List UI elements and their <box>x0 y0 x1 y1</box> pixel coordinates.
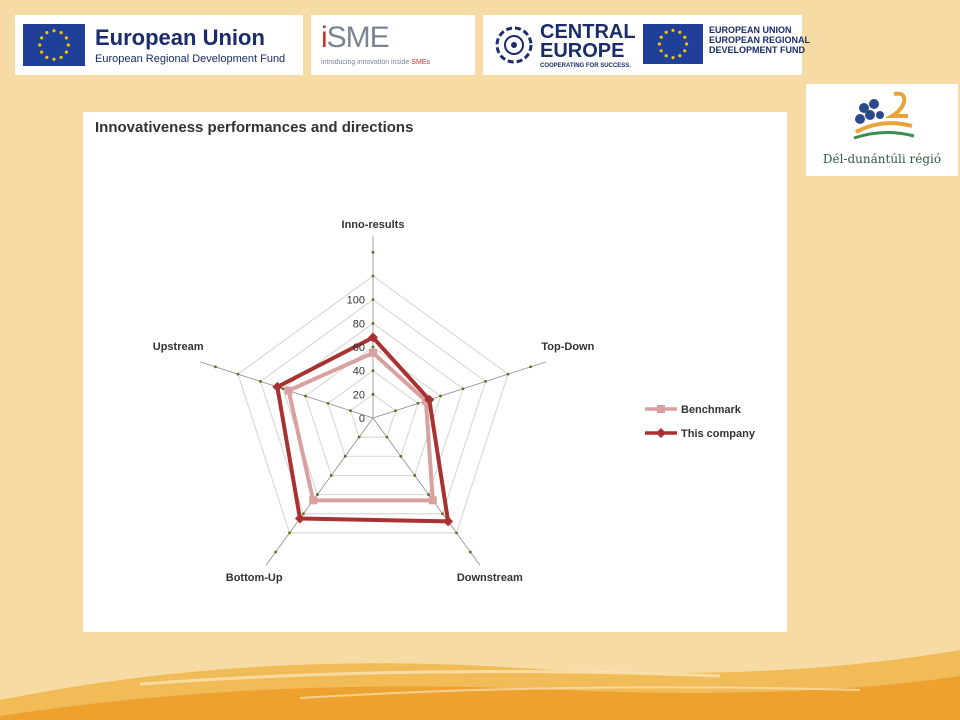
eu-star-icon <box>671 29 674 32</box>
eu-star-icon <box>660 36 663 39</box>
axis-tick-mark <box>330 474 333 477</box>
axis-tick-mark <box>372 275 375 278</box>
legend-label: Benchmark <box>681 404 741 416</box>
axis-tick-mark <box>427 493 430 496</box>
axis-tick-mark <box>274 551 277 554</box>
axis-tick-mark <box>372 322 375 325</box>
axis-tick-mark <box>372 251 375 254</box>
radial-tick-label: 60 <box>352 342 365 354</box>
eu-logo-title: European Union <box>95 25 265 50</box>
axis-tick-mark <box>417 402 420 405</box>
axis-tick-mark <box>462 387 465 390</box>
eu-star-icon <box>67 43 70 46</box>
axis-tick-mark <box>302 512 305 515</box>
axis-tick-mark <box>439 395 442 398</box>
axis-tick-mark <box>455 531 458 534</box>
eu-star-icon <box>683 49 686 52</box>
chart-panel <box>83 112 787 632</box>
axis-tick-mark <box>507 373 510 376</box>
axis-tick-mark <box>349 409 352 412</box>
central-europe-globe-icon <box>491 23 537 67</box>
region-name: Dél-dunántúli régió <box>822 152 942 166</box>
axis-tick-mark <box>316 493 319 496</box>
axis-tick-mark <box>469 551 472 554</box>
eu-star-icon <box>678 54 681 57</box>
radial-tick-label: 100 <box>346 294 365 307</box>
eu-star-icon <box>40 51 43 54</box>
legend-label: This company <box>681 428 755 440</box>
central-europe-title: CENTRAL EUROPE <box>540 21 636 62</box>
eu-star-icon <box>45 31 48 34</box>
eu-fund-text: EUROPEAN UNION EUROPEAN REGIONAL DEVELOPMENT FUND <box>709 25 811 55</box>
radial-tick-label: 0 <box>358 413 365 425</box>
eu-star-icon <box>678 31 681 34</box>
eu-star-icon <box>65 36 68 39</box>
axis-label: Bottom-Up <box>225 572 283 585</box>
eu-star-icon <box>40 36 43 39</box>
eu-star-icon <box>683 36 686 39</box>
axis-label: Upstream <box>152 340 204 353</box>
eu-star-icon <box>665 31 668 34</box>
axis-label: Inno-results <box>341 219 405 232</box>
data-point <box>309 496 317 504</box>
eu-star-icon <box>60 31 63 34</box>
eu-star-icon <box>38 43 41 46</box>
eu-star-icon <box>665 54 668 57</box>
data-point <box>285 387 293 395</box>
isme-logo-tagline: introducing innovation inside SMEs <box>321 59 430 66</box>
radial-tick-label: 20 <box>352 389 365 402</box>
legend-marker <box>657 405 665 413</box>
eu-logo <box>15 15 303 75</box>
axis-label: Top-Down <box>541 340 595 353</box>
eu-logo-subtitle: European Regional Development Fund <box>95 53 286 65</box>
axis-tick-mark <box>372 393 375 396</box>
axis-tick-mark <box>288 531 291 534</box>
eu-flag-icon <box>23 24 85 66</box>
axis-tick-mark <box>413 474 416 477</box>
axis-tick-mark <box>304 395 307 398</box>
eu-flag-icon <box>643 24 703 64</box>
axis-tick-mark <box>237 373 240 376</box>
axis-tick-mark <box>372 298 375 301</box>
eu-star-icon <box>65 51 68 54</box>
axis-tick-mark <box>344 455 347 458</box>
axis-tick-mark <box>372 369 375 372</box>
axis-tick-mark <box>372 346 375 349</box>
data-point <box>429 496 437 504</box>
axis-tick-mark <box>394 409 397 412</box>
axis-tick-mark <box>259 380 262 383</box>
radar-chart <box>83 112 787 632</box>
axis-tick-mark <box>358 436 361 439</box>
axis-tick-mark <box>529 365 532 368</box>
legend-marker <box>656 428 666 438</box>
eu-star-icon <box>685 42 688 45</box>
eu-star-icon <box>671 56 674 59</box>
eu-star-icon <box>660 49 663 52</box>
eu-star-icon <box>60 56 63 59</box>
central-europe-logo <box>483 15 811 75</box>
axis-tick-mark <box>441 512 444 515</box>
axis-tick-mark <box>214 365 217 368</box>
eu-star-icon <box>52 58 55 61</box>
isme-logo-name: iSME <box>321 21 389 54</box>
eu-star-icon <box>52 29 55 32</box>
chart-title: Innovativeness performances and directions <box>95 119 414 136</box>
axis-tick-mark <box>386 436 389 439</box>
axis-tick-mark <box>399 455 402 458</box>
central-europe-tagline: COOPERATING FOR SUCCESS. <box>540 63 631 69</box>
axis-label: Downstream <box>456 572 523 585</box>
data-point <box>443 516 453 526</box>
radial-tick-label: 80 <box>352 318 365 331</box>
radial-tick-label: 40 <box>352 365 365 378</box>
axis-tick-mark <box>282 387 285 390</box>
isme-logo <box>311 15 475 75</box>
axis-tick-mark <box>327 402 330 405</box>
region-emblem-icon <box>846 88 918 148</box>
eu-star-icon <box>658 42 661 45</box>
eu-star-icon <box>45 56 48 59</box>
axis-tick-mark <box>484 380 487 383</box>
data-point <box>369 349 377 357</box>
region-logo <box>806 84 958 176</box>
